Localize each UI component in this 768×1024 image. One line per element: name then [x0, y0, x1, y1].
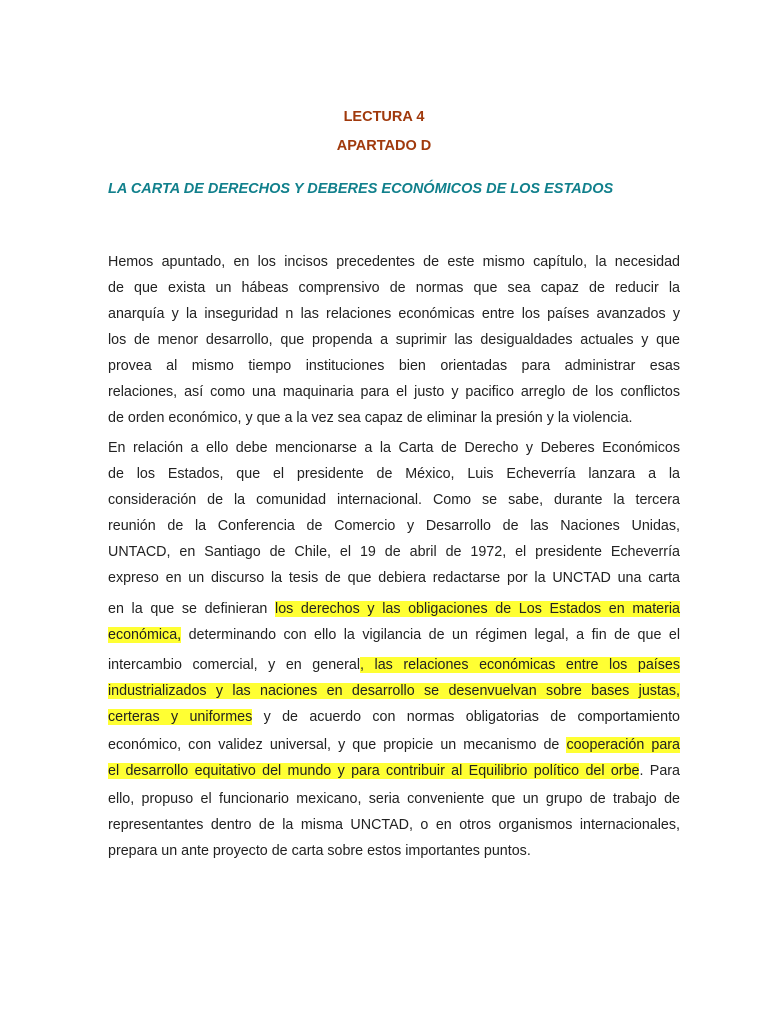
paragraph-line: de los Estados, que el presidente de México, Luis Echeverría lanzara a la: [108, 466, 680, 482]
paragraph-line: relaciones, así como una maquinaria para el justo y pacifico arreglo de los conflictos: [108, 384, 680, 400]
document-subtitle: LA CARTA DE DERECHOS Y DEBERES ECONÓMICOS DE LOS ESTADOS: [108, 181, 614, 197]
paragraph-line: [108, 596, 680, 622]
paragraph-line: [108, 732, 680, 758]
paragraph-line: representantes dentro de la misma UNCTAD, o en otros organismos internacionales,: [108, 817, 680, 833]
paragraph-line: prepara un ante proyecto de carta sobre estos importantes puntos.: [108, 843, 531, 859]
paragraph-line: de que exista un hábeas comprensivo de normas que sea capaz de reducir la: [108, 280, 680, 296]
paragraph-line: ello, propuso el funcionario mexicano, seria conveniente que un grupo de trabajo de: [108, 791, 680, 807]
paragraph-line: expreso en un discurso la tesis de que debiera redactarse por la UNCTAD una carta: [108, 570, 680, 586]
paragraph-line: [108, 622, 680, 648]
line-text: en la que se definieran: [108, 601, 276, 617]
line-text: intercambio comercial, y en general: [108, 657, 360, 673]
highlighted-text: industrializados y las naciones en desarrollo se desenvuelvan sobre bases justas,: [108, 683, 680, 699]
line-text: . Para: [639, 763, 680, 779]
paragraph-line: anarquía y la inseguridad n las relaciones económicas entre los países avanzados y: [108, 306, 680, 322]
line-text: y de acuerdo con normas obligatorias de comportamiento: [252, 709, 680, 725]
paragraph-line: consideración de la comunidad internacional. Como se sabe, durante la tercera: [108, 492, 680, 508]
highlighted-text: el desarrollo equitativo del mundo y para contribuir al Equilibrio político del orbe: [108, 763, 640, 779]
paragraph-line: reunión de la Conferencia de Comercio y Desarrollo de las Naciones Unidas,: [108, 518, 680, 534]
paragraph-line: [108, 704, 680, 730]
highlighted-text: , las relaciones económicas entre los países: [360, 657, 680, 673]
paragraph-line: [108, 678, 680, 704]
paragraph-line: [108, 758, 680, 784]
paragraph-line: de orden económico, y que a la vez sea capaz de eliminar la presión y la violencia.: [108, 410, 633, 426]
highlighted-text: cooperación para: [566, 737, 681, 753]
highlighted-text: económica,: [108, 627, 182, 643]
document-heading-apartado: APARTADO D: [336, 138, 432, 154]
highlighted-text: los derechos y las obligaciones de Los Estados en materia: [275, 601, 681, 617]
line-text: económico, con validez universal, y que propicie un mecanismo de: [108, 737, 567, 753]
document-heading-lectura: LECTURA 4: [343, 109, 425, 125]
paragraph-line: En relación a ello debe mencionarse a la Carta de Derecho y Deberes Económicos: [108, 440, 680, 456]
highlighted-text: certeras y uniformes: [108, 709, 253, 725]
paragraph-line: los de menor desarrollo, que propenda a suprimir las desigualdades actuales y que: [108, 332, 680, 348]
paragraph-line: Hemos apuntado, en los incisos precedentes de este mismo capítulo, la necesidad: [108, 254, 680, 270]
paragraph-line: UNTACD, en Santiago de Chile, el 19 de abril de 1972, el presidente Echeverría: [108, 544, 680, 560]
line-text: determinando con ello la vigilancia de un régimen legal, a fin de que el: [181, 627, 680, 643]
paragraph-line: [108, 652, 680, 678]
paragraph-line: provea al mismo tiempo instituciones bien orientadas para administrar esas: [108, 358, 680, 374]
